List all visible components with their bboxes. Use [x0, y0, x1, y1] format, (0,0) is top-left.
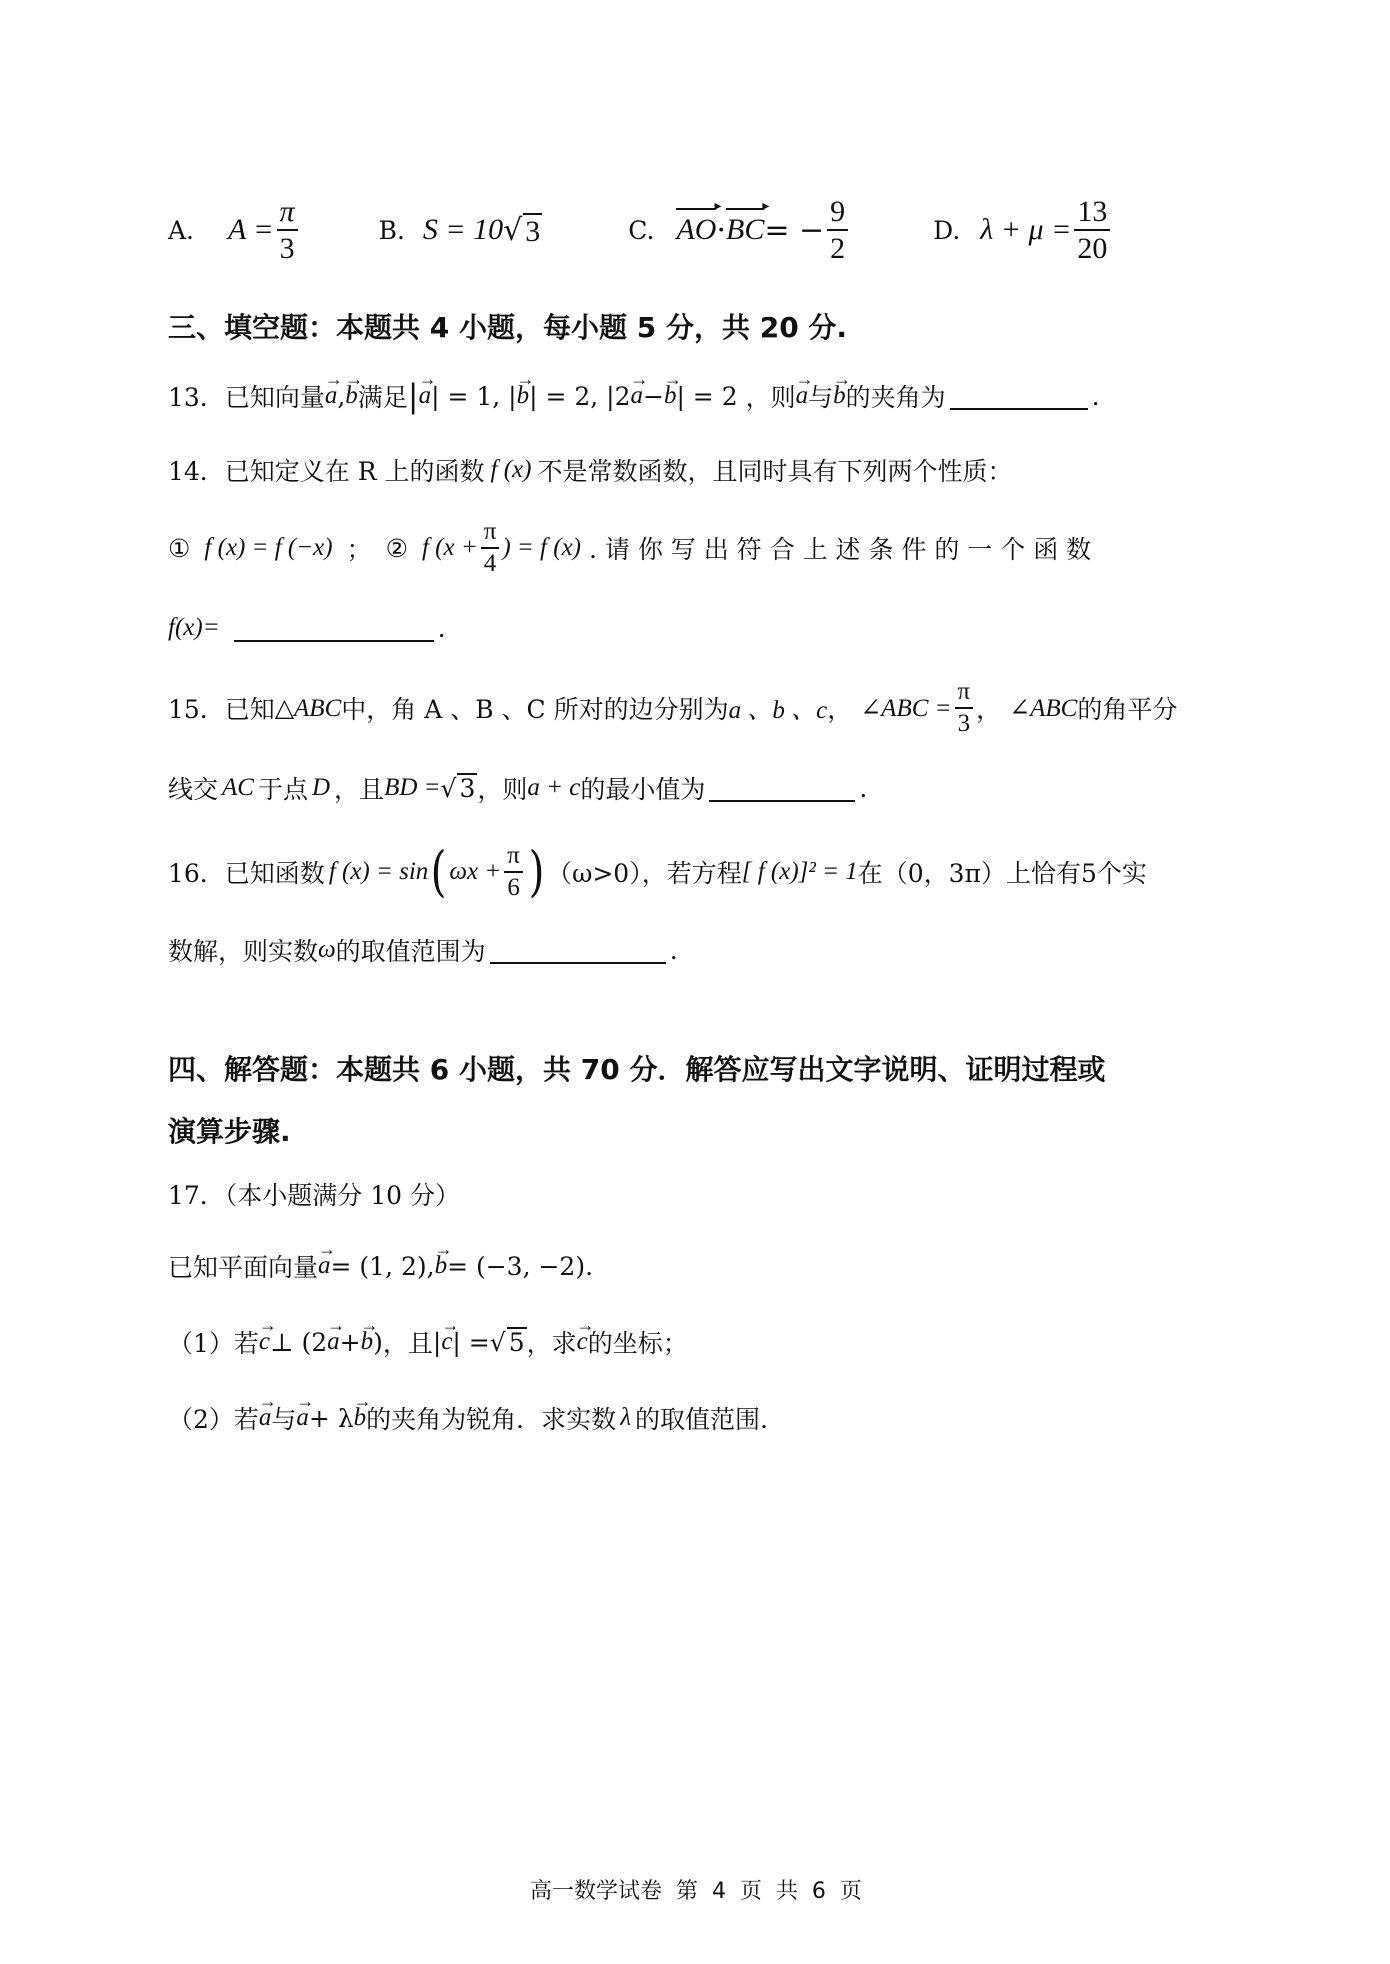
option-c-label: C.: [628, 215, 655, 245]
option-a-fraction: $\frac{\pi}{3}$: [277, 196, 298, 265]
answer-blank-14[interactable]: [234, 614, 434, 642]
vector-ao: AO ▸: [676, 213, 716, 247]
option-b-label: B.: [378, 215, 405, 245]
q16-fraction: $\frac{\pi}{6}$: [504, 843, 523, 902]
q14-fraction: $\frac{\pi}{4}$: [481, 519, 500, 578]
question-17-header: 17．（本小题满分 10 分）: [168, 1181, 461, 1210]
option-b-lhs: S = 10: [422, 213, 504, 246]
options-row: A. A = $\frac{\pi}{3}$ B. S = 10 √ 3 C. AO ▸ · BC ▸ = − $\frac{9}{2}$ D. λ + μ = $\frac{13}{20}$: [168, 190, 1113, 270]
vector-b: → b: [345, 382, 358, 410]
question-15-line-1: 15．已知 △ABC 中，角 A 、B 、C 所对的边分别为 a 、b 、c ， ∠ABC = $\frac{\pi}{3}$ ， ∠ABC 的角平分: [168, 677, 1178, 737]
question-14-line-1: 14．已知定义在 R 上的函数 f (x) 不是常数函数，且同时具有下列两个性质：: [168, 456, 1013, 486]
question-17-given: 已知平面向量 → a = (1, 2), → b = (−3, −2) .: [168, 1246, 593, 1286]
option-a-label: A.: [168, 215, 195, 245]
section-4-heading-line-1: 四、解答题：本题共 6 小题，共 70 分．解答应写出文字说明、证明过程或: [168, 1053, 1106, 1086]
question-16-line-2: 数解，则实数 ω 的取值范围为 .: [168, 935, 678, 966]
q15-fraction: $\frac{\pi}{3}$: [955, 679, 974, 738]
question-14-answer: f(x)= .: [168, 613, 446, 643]
option-d-label: D.: [933, 215, 961, 245]
option-c-fraction: $\frac{9}{2}$: [827, 196, 848, 265]
section-3-heading: 三、填空题：本题共 4 小题，每小题 5 分，共 20 分.: [168, 311, 848, 344]
question-13: 13． 已知向量 → a , → b 满足 | → a | = 1, | → b | = 2, |2 → a − → b | = 2 ，则 → a 与 → b 的夹角为 .: [168, 376, 1100, 416]
option-d-fraction: $\frac{13}{20}$: [1074, 196, 1110, 265]
question-17-part-2: （2）若 → a 与 → a + λ → b 的夹角为锐角．求实数 λ 的取值范围.: [168, 1398, 768, 1438]
answer-blank-15[interactable]: [709, 774, 855, 802]
answer-blank-13[interactable]: [950, 382, 1088, 410]
vector-bc: BC ▸: [726, 213, 764, 247]
question-15-line-2: 线交 AC 于点 D ，且 BD = √ 3 ，则 a + c 的最小值为 .: [168, 773, 868, 804]
option-a-lhs: A =: [228, 213, 274, 246]
question-14-line-2: ① f (x) = f (−x) ； ② f (x + $\frac{\pi}{4}$ ) = f (x) . 请 你 写 出 符 合 上 述 条 件 的 一 个 函 数: [168, 517, 1092, 577]
section-4-heading-line-2: 演算步骤.: [168, 1115, 291, 1148]
question-16-line-1: 16．已知函数 f (x) = sin ( ωx + $\frac{\pi}{6}$ ) （ω>0），若方程 [ f (x)]² = 1 在（0，3π）上恰有5个实: [168, 840, 1147, 903]
option-d-lhs: λ + μ =: [980, 213, 1072, 246]
option-b-radicand: 3: [525, 214, 541, 248]
question-17-part-1: （1）若 → c ⊥ (2 → a + → b ) ，且 | → c | = √ 5 ，求 → c 的坐标；: [168, 1322, 688, 1362]
vector-a: → a: [325, 382, 338, 410]
answer-blank-16[interactable]: [490, 936, 666, 964]
page-footer: 高一数学试卷 第 4 页 共 6 页: [530, 1879, 862, 1904]
